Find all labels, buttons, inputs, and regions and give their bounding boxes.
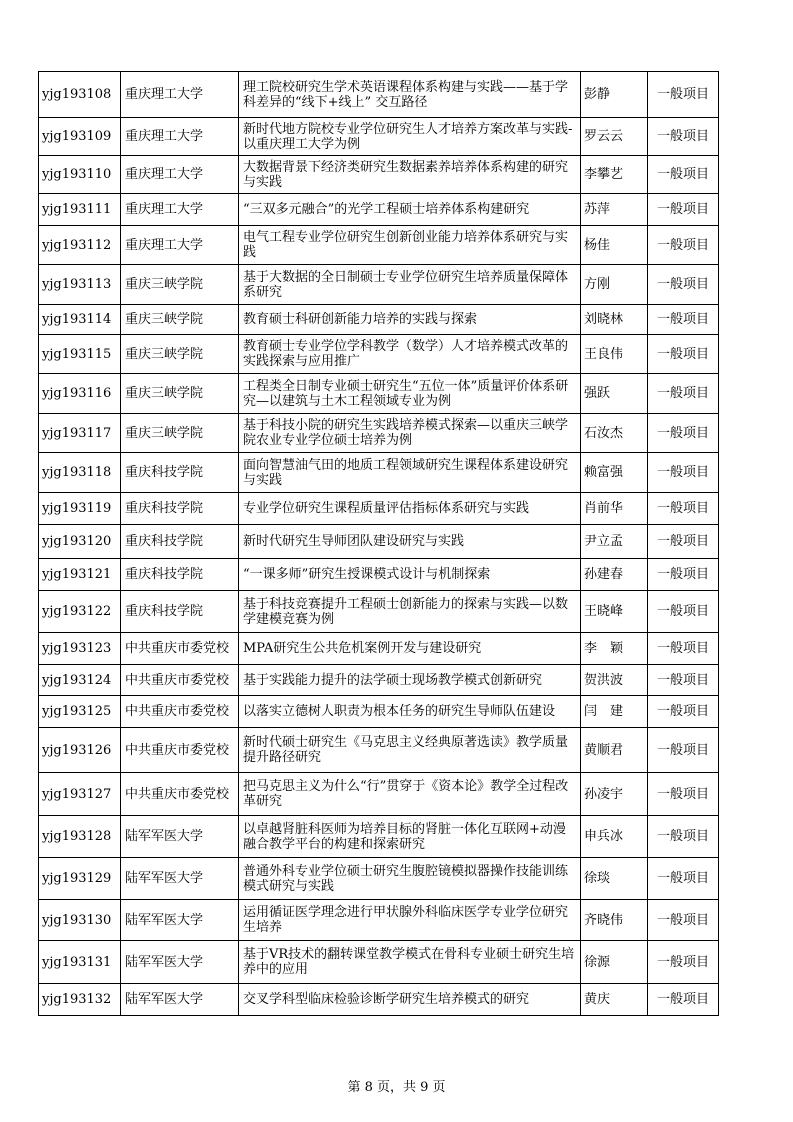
- project-type-cell: 一般项目: [648, 453, 719, 493]
- project-id-cell: yjg193130: [39, 900, 121, 941]
- project-id-cell: yjg193126: [39, 728, 121, 773]
- project-id-cell: yjg193124: [39, 665, 121, 696]
- project-type-cell: 一般项目: [648, 633, 719, 665]
- leader-cell: 彭静: [581, 72, 648, 118]
- project-title-cell: 教育硕士科研创新能力培养的实践与探索: [239, 305, 581, 335]
- project-type-cell: 一般项目: [648, 900, 719, 941]
- school-cell: 重庆理工大学: [121, 118, 239, 156]
- school-cell: 陆军军医大学: [121, 941, 239, 984]
- project-title-cell: 新时代研究生导师团队建设研究与实践: [239, 525, 581, 559]
- project-type-cell: 一般项目: [648, 72, 719, 118]
- leader-cell: 罗云云: [581, 118, 648, 156]
- leader-cell: 闫 建: [581, 696, 648, 728]
- school-cell: 重庆三峡学院: [121, 305, 239, 335]
- project-id-cell: yjg193119: [39, 493, 121, 525]
- school-cell: 陆军军医大学: [121, 900, 239, 941]
- leader-cell: 齐晓伟: [581, 900, 648, 941]
- school-cell: 中共重庆市委党校: [121, 728, 239, 773]
- project-title-cell: 新时代硕士研究生《马克思主义经典原著选读》教学质量提升路径研究: [239, 728, 581, 773]
- table-row: [39, 816, 719, 858]
- project-title-cell: 理工院校研究生学术英语课程体系构建与实践——基于学科差异的“线下+线上” 交互路径: [239, 72, 581, 118]
- project-type-cell: 一般项目: [648, 226, 719, 265]
- project-table: [38, 71, 719, 1016]
- leader-cell: 强跃: [581, 374, 648, 414]
- leader-cell: 李攀艺: [581, 156, 648, 194]
- table-row: [39, 696, 719, 728]
- project-type-cell: 一般项目: [648, 728, 719, 773]
- project-title-cell: 普通外科专业学位硕士研究生腹腔镜模拟器操作技能训练模式研究与实践: [239, 858, 581, 900]
- leader-cell: 孙凌宇: [581, 773, 648, 816]
- project-title-cell: 交叉学科型临床检验诊断学研究生培养模式的研究: [239, 984, 581, 1016]
- table-row: [39, 265, 719, 305]
- project-type-cell: 一般项目: [648, 696, 719, 728]
- project-id-cell: yjg193128: [39, 816, 121, 858]
- table-row: [39, 525, 719, 559]
- leader-cell: 方刚: [581, 265, 648, 305]
- project-id-cell: yjg193118: [39, 453, 121, 493]
- table-row: [39, 226, 719, 265]
- project-id-cell: yjg193132: [39, 984, 121, 1016]
- project-title-cell: 新时代地方院校专业学位研究生人才培养方案改革与实践-以重庆理工大学为例: [239, 118, 581, 156]
- school-cell: 陆军军医大学: [121, 984, 239, 1016]
- project-id-cell: yjg193113: [39, 265, 121, 305]
- project-id-cell: yjg193127: [39, 773, 121, 816]
- leader-cell: 王晓峰: [581, 591, 648, 633]
- page-footer: 第 8 页，共 9 页: [347, 1080, 446, 1095]
- school-cell: 重庆科技学院: [121, 559, 239, 591]
- project-title-cell: 电气工程专业学位研究生创新创业能力培养体系研究与实践: [239, 226, 581, 265]
- project-id-cell: yjg193117: [39, 414, 121, 453]
- project-id-cell: yjg193116: [39, 374, 121, 414]
- table-row: [39, 72, 719, 118]
- leader-cell: 赖富强: [581, 453, 648, 493]
- leader-cell: 苏萍: [581, 194, 648, 226]
- project-type-cell: 一般项目: [648, 984, 719, 1016]
- school-cell: 重庆三峡学院: [121, 414, 239, 453]
- project-title-cell: 基于大数据的全日制硕士专业学位研究生培养质量保障体系研究: [239, 265, 581, 305]
- project-title-cell: 大数据背景下经济类研究生数据素养培养体系构建的研究与实践: [239, 156, 581, 194]
- project-title-cell: “三双多元融合”的光学工程硕士培养体系构建研究: [239, 194, 581, 226]
- project-type-cell: 一般项目: [648, 773, 719, 816]
- project-id-cell: yjg193112: [39, 226, 121, 265]
- school-cell: 重庆科技学院: [121, 591, 239, 633]
- table-row: [39, 773, 719, 816]
- table-row: [39, 118, 719, 156]
- project-title-cell: 以落实立德树人职责为根本任务的研究生导师队伍建设: [239, 696, 581, 728]
- project-id-cell: yjg193111: [39, 194, 121, 226]
- project-id-cell: yjg193121: [39, 559, 121, 591]
- school-cell: 中共重庆市委党校: [121, 773, 239, 816]
- school-cell: 重庆三峡学院: [121, 265, 239, 305]
- table-row: [39, 900, 719, 941]
- project-type-cell: 一般项目: [648, 858, 719, 900]
- school-cell: 陆军军医大学: [121, 816, 239, 858]
- project-id-cell: yjg193123: [39, 633, 121, 665]
- school-cell: 中共重庆市委党校: [121, 665, 239, 696]
- table-row: [39, 941, 719, 984]
- leader-cell: 黄庆: [581, 984, 648, 1016]
- project-title-cell: 以卓越肾脏科医师为培养目标的肾脏一体化互联网+动漫融合教学平台的构建和探索研究: [239, 816, 581, 858]
- table-row: [39, 374, 719, 414]
- project-table-body: [39, 72, 719, 1016]
- project-type-cell: 一般项目: [648, 194, 719, 226]
- school-cell: 重庆科技学院: [121, 493, 239, 525]
- project-id-cell: yjg193122: [39, 591, 121, 633]
- project-title-cell: “一课多师”研究生授课模式设计与机制探索: [239, 559, 581, 591]
- project-title-cell: 基于科技小院的研究生实践培养模式探索—以重庆三峡学院农业专业学位硕士培养为例: [239, 414, 581, 453]
- project-title-cell: MPA研究生公共危机案例开发与建设研究: [239, 633, 581, 665]
- project-id-cell: yjg193110: [39, 156, 121, 194]
- school-cell: 重庆三峡学院: [121, 335, 239, 374]
- school-cell: 重庆理工大学: [121, 226, 239, 265]
- leader-cell: 肖前华: [581, 493, 648, 525]
- project-id-cell: yjg193108: [39, 72, 121, 118]
- table-row: [39, 156, 719, 194]
- project-title-cell: 基于科技竞赛提升工程硕士创新能力的探索与实践—以数学建模竞赛为例: [239, 591, 581, 633]
- leader-cell: 尹立孟: [581, 525, 648, 559]
- leader-cell: 杨佳: [581, 226, 648, 265]
- school-cell: 重庆三峡学院: [121, 374, 239, 414]
- project-title-cell: 面向智慧油气田的地质工程领域研究生课程体系建设研究与实践: [239, 453, 581, 493]
- project-type-cell: 一般项目: [648, 156, 719, 194]
- project-type-cell: 一般项目: [648, 374, 719, 414]
- leader-cell: 王良伟: [581, 335, 648, 374]
- project-type-cell: 一般项目: [648, 335, 719, 374]
- leader-cell: 黄顺君: [581, 728, 648, 773]
- project-id-cell: yjg193120: [39, 525, 121, 559]
- project-type-cell: 一般项目: [648, 493, 719, 525]
- project-type-cell: 一般项目: [648, 665, 719, 696]
- leader-cell: 刘晓林: [581, 305, 648, 335]
- project-type-cell: 一般项目: [648, 414, 719, 453]
- project-type-cell: 一般项目: [648, 305, 719, 335]
- project-type-cell: 一般项目: [648, 118, 719, 156]
- table-row: [39, 728, 719, 773]
- table-row: [39, 414, 719, 453]
- school-cell: 重庆科技学院: [121, 525, 239, 559]
- project-title-cell: 专业学位研究生课程质量评估指标体系研究与实践: [239, 493, 581, 525]
- project-type-cell: 一般项目: [648, 525, 719, 559]
- project-title-cell: 基于实践能力提升的法学硕士现场教学模式创新研究: [239, 665, 581, 696]
- project-id-cell: yjg193114: [39, 305, 121, 335]
- school-cell: 陆军军医大学: [121, 858, 239, 900]
- project-title-cell: 基于VR技术的翻转课堂教学模式在骨科专业硕士研究生培养中的应用: [239, 941, 581, 984]
- table-row: [39, 493, 719, 525]
- leader-cell: 贺洪波: [581, 665, 648, 696]
- table-row: [39, 559, 719, 591]
- table-row: [39, 633, 719, 665]
- project-id-cell: yjg193109: [39, 118, 121, 156]
- leader-cell: 徐琰: [581, 858, 648, 900]
- project-id-cell: yjg193129: [39, 858, 121, 900]
- table-row: [39, 858, 719, 900]
- leader-cell: 徐源: [581, 941, 648, 984]
- project-id-cell: yjg193125: [39, 696, 121, 728]
- table-row: [39, 591, 719, 633]
- school-cell: 重庆理工大学: [121, 194, 239, 226]
- leader-cell: 申兵冰: [581, 816, 648, 858]
- project-title-cell: 工程类全日制专业硕士研究生“五位一体”质量评价体系研究—以建筑与土木工程领域专业为例: [239, 374, 581, 414]
- project-type-cell: 一般项目: [648, 941, 719, 984]
- leader-cell: 李 颖: [581, 633, 648, 665]
- school-cell: 重庆理工大学: [121, 156, 239, 194]
- project-title-cell: 教育硕士专业学位学科教学（数学）人才培养模式改革的实践探索与应用推广: [239, 335, 581, 374]
- table-row: [39, 335, 719, 374]
- leader-cell: 孙建春: [581, 559, 648, 591]
- leader-cell: 石汝杰: [581, 414, 648, 453]
- table-row: [39, 984, 719, 1016]
- project-id-cell: yjg193131: [39, 941, 121, 984]
- school-cell: 重庆理工大学: [121, 72, 239, 118]
- project-type-cell: 一般项目: [648, 816, 719, 858]
- project-type-cell: 一般项目: [648, 265, 719, 305]
- school-cell: 中共重庆市委党校: [121, 633, 239, 665]
- table-row: [39, 453, 719, 493]
- project-type-cell: 一般项目: [648, 591, 719, 633]
- table-row: [39, 194, 719, 226]
- project-id-cell: yjg193115: [39, 335, 121, 374]
- table-row: [39, 305, 719, 335]
- project-title-cell: 把马克思主义为什么“行”贯穿于《资本论》教学全过程改革研究: [239, 773, 581, 816]
- project-type-cell: 一般项目: [648, 559, 719, 591]
- table-row: [39, 665, 719, 696]
- project-title-cell: 运用循证医学理念进行甲状腺外科临床医学专业学位研究生培养: [239, 900, 581, 941]
- school-cell: 中共重庆市委党校: [121, 696, 239, 728]
- school-cell: 重庆科技学院: [121, 453, 239, 493]
